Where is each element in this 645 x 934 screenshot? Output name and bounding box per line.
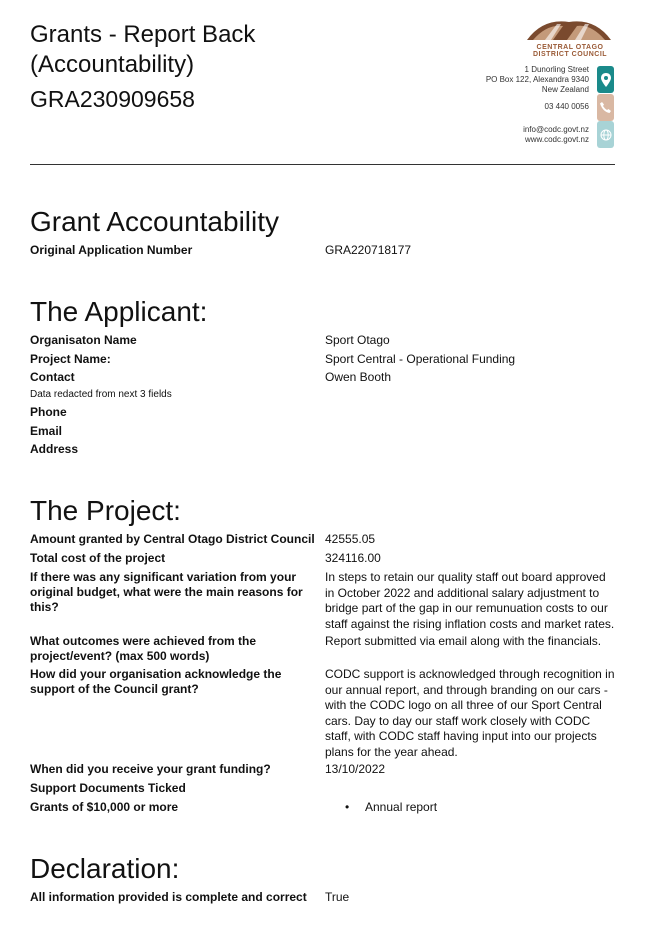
amount-granted-label: Amount granted by Central Otago District Council [30,532,315,546]
variation-label: If there was any significant variation from your original budget, what were the main reasons for this? [30,570,303,614]
outcomes-label: What outcomes were achieved from the project/event? (max 500 words) [30,634,257,663]
contact-label: Contact [30,370,75,384]
section-heading-applicant: The Applicant: [30,296,208,327]
document-title: Grants - Report Back (Accountability) [30,21,256,78]
council-website: www.codc.govt.nz [524,135,589,144]
address-label: Address [30,442,79,456]
council-web-contacts [523,125,589,145]
acknowledge-label: How did your organisation acknowledge the support of the Council grant? [30,667,282,696]
redacted-note: Data redacted from next 3 fields [30,389,172,400]
section-heading-accountability: Grant Accountability [30,206,280,237]
header-divider [30,164,615,165]
received-value: 13/10/2022 [325,762,386,776]
total-cost-value: 324116.00 [325,551,381,565]
grants-threshold-label: Grants of $10,000 or more [30,800,179,814]
organisation-name-label: Organisaton Name [30,333,137,347]
phone-icon [597,94,614,121]
address-line: PO Box 122, Alexandra 9340 [485,75,589,84]
project-name-value: Sport Central - Operational Funding [325,352,516,366]
original-application-value: GRA220718177 [325,243,412,257]
bullet-icon: • [345,800,350,814]
original-application-label: Original Application Number [30,243,193,257]
address-line: 1 Dunorling Street [524,65,589,74]
support-docs-label: Support Documents Ticked [30,781,186,795]
outcomes-value: Report submitted via email along with the financials. [325,634,602,648]
globe-icon [597,121,614,148]
document-number: GRA230909658 [30,86,195,112]
variation-value: In steps to retain our quality staff out board approved in October 2022 and additional salary adjustment to bridge part of the gap in our remunuation costs to our staff against the rising inflation costs and market rates. [325,570,615,631]
project-name-label: Project Name: [30,352,111,366]
phone-label: Phone [30,405,67,419]
council-email: info@codc.govt.nz [523,125,589,134]
address-line: New Zealand [541,85,589,94]
council-address [486,65,589,95]
acknowledge-value: CODC support is acknowledged through recognition in our annual report, and through branding on our cars - with the CODC logo on all three of our Sport Central cars. Day to day our staff work closely with CODC staff, with CODC staff having input into our projects plans for the year ahead. [325,667,615,759]
section-heading-project: The Project: [30,495,181,526]
section-heading-declaration: Declaration: [30,853,180,884]
support-doc-item-label: Annual report [365,800,438,814]
declaration-label: All information provided is complete and correct [30,890,307,904]
email-label: Email [30,424,63,438]
contact-value: Owen Booth [325,370,392,384]
amount-granted-value: 42555.05 [325,532,376,546]
declaration-value: True [325,890,350,904]
location-icon [597,66,614,93]
organisation-name-value: Sport Otago [325,333,390,347]
total-cost-label: Total cost of the project [30,551,166,565]
logo-wordmark: CENTRAL OTAGO DISTRICT COUNCIL [532,44,608,58]
support-doc-list-item [345,800,437,814]
received-label: When did you receive your grant funding? [30,762,271,776]
council-phone: 03 440 0056 [544,102,589,111]
